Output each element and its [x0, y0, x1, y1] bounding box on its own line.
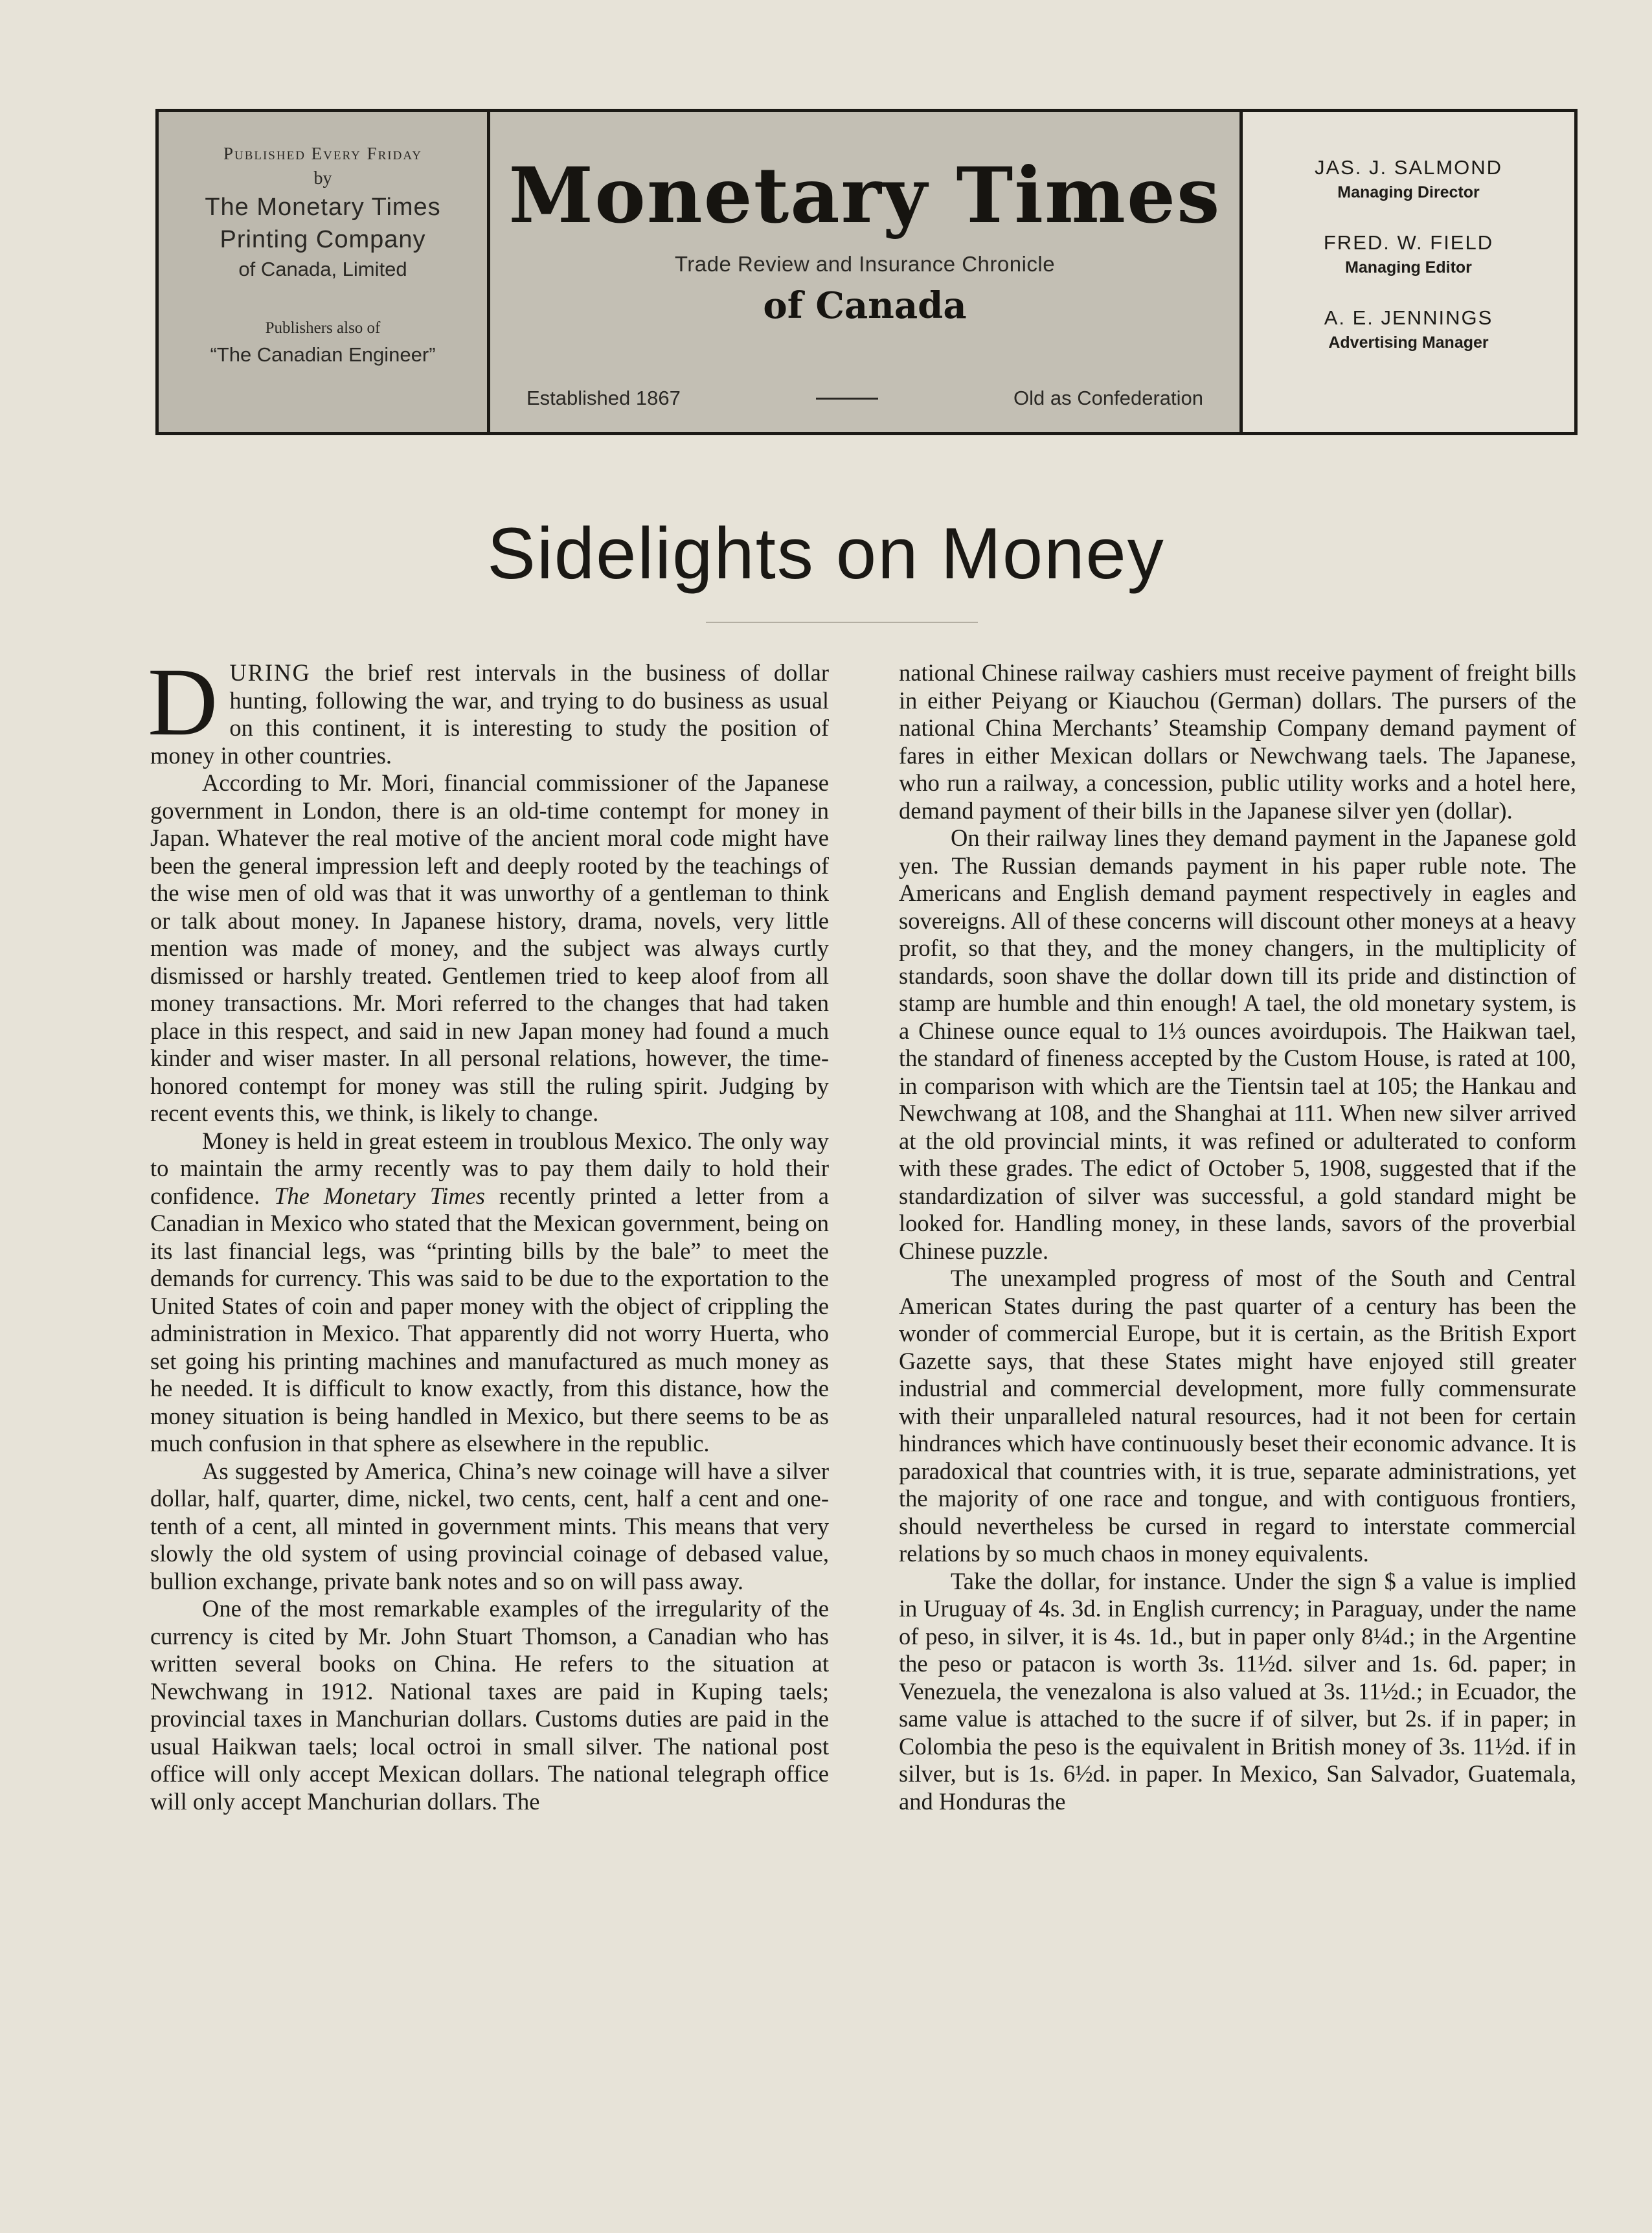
- old-as-confederation: Old as Confederation: [1013, 387, 1203, 409]
- masthead: [155, 109, 1578, 435]
- masthead-title-panel: [490, 112, 1243, 432]
- staff-role: Managing Editor: [1345, 258, 1472, 277]
- opening-caps: URING: [229, 659, 311, 686]
- paragraph: As suggested by America, China’s new coinage will have a silver dollar, half, quarter, dime, nickel, two cents, cent, half a cent and one-tenth of a cent, all minted in government mints. This means that very slowly the old system of using provincial coinage of debased value, bullion exchange, private bank notes and so on will pass away.: [150, 1457, 829, 1594]
- staff-name: A. E. JENNINGS: [1324, 306, 1493, 329]
- article-column-right: [899, 659, 1576, 1815]
- paragraph-text: Money is held in great esteem in troublous Mexico. The only way to maintain the army recently was to pay them daily to hold their confidence.: [150, 1127, 829, 1209]
- staff-name: JAS. J. SALMOND: [1314, 156, 1503, 179]
- paragraph: One of the most remarkable examples of the irregularity of the currency is cited by Mr. John Stuart Thomson, a Canadian who has written several books on China. He refers to the situation at Newchwang in 1912. National taxes are paid in Kuping taels; provincial taxes in Manchurian dollars. Customs duties are paid in the usual Haikwan taels; local octroi in small silver. The national post office will only accept Mexican dollars. The national telegraph office will only accept Manchurian dollars. The: [150, 1595, 829, 1815]
- masthead-dash: [816, 398, 878, 400]
- newspaper-subtitle: Trade Review and Insurance Chronicle: [674, 252, 1056, 276]
- paragraph: According to Mr. Mori, financial commissioner of the Japanese government in London, there is an old-time contempt for money in Japan. Whatever the real motive of the ancient moral code might have been the general impression left and deeply rooted by the teachings of the wise men of old was that it was unworthy of a gentleman to think or talk about money. In Japanese history, drama, novels, very little mention was made of money, and the subject was always curtly dismissed or harshly treated. Gentlemen tried to keep aloof from all money transactions. Mr. Mori referred to the changes that had taken place in this respect, and said in new Japan money had found a much kinder and wiser master. In all personal relations, however, the time-honored contempt for money was still the ruling spirit. Judging by recent events this, we think, is likely to change.: [150, 769, 829, 1126]
- established-date: Established 1867: [526, 387, 681, 409]
- newspaper-title: Monetary Times: [508, 150, 1221, 240]
- paragraph: [150, 1128, 829, 1458]
- paragraph-text: the brief rest intervals in the business of dollar hunting, following the war, and trying to do business as usual on this continent, it is interesting to study the position of money in other countries.: [150, 659, 829, 769]
- masthead-staff-panel: [1243, 112, 1574, 432]
- paragraph: The unexampled progress of most of the South and Central American States during the past quarter of a century has been the wonder of commercial Europe, but it is certain, as the British Export Gazette says, that these States might have enjoyed still greater industrial and commercial development, more fully commensurate with their unparalleled natural resources, had it not been for certain hindrances which have continuously beset their economic advance. It is paradoxical that countries with, it is true, separate administrations, yet the majority of one race and tongue, and with contiguous frontiers, should nevertheless be cursed in regard to interstate commercial relations by so much chaos in money equivalents.: [899, 1265, 1576, 1567]
- company-name-line3: of Canada, Limited: [238, 258, 407, 280]
- publication-name: The Monetary Times: [274, 1182, 485, 1209]
- staff-role: Advertising Manager: [1328, 334, 1489, 352]
- paragraph: [148, 648, 829, 769]
- published-every-friday: Published Every Friday: [223, 144, 423, 163]
- company-name-line1: The Monetary Times: [205, 194, 441, 221]
- paragraph-text: recently printed a letter from a Canadian in Mexico who stated that the Mexican government, being on its last financial legs, was “printing bills by the bale” to meet the demands for currency. This was said to be due to the exportation to the United States of coin and paper money with the object of crippling the administration in Mexico. That apparently did not worry Huerta, who set going his printing machines and manufactured as much money as he needed. It is difficult to know exactly, from this distance, how the money situation is being handled in Mexico, but there seems to be as much confusion in that sphere as elsewhere in the republic.: [150, 1182, 829, 1457]
- staff-role: Managing Director: [1337, 183, 1480, 201]
- paragraph: national Chinese railway cashiers must receive payment of freight bills in either Peiyang or Kiauchou (German) dollars. The pursers of the national China Merchants’ Steamship Company demand payment of fares in either Mexican dollars or Newchwang taels. The Japanese, who run a railway, a concession, public utility works and a hotel here, demand payment of their bills in the Japanese silver yen (dollar).: [899, 659, 1576, 824]
- headline-rule: [706, 622, 978, 623]
- by-label: by: [313, 168, 332, 188]
- paragraph: On their railway lines they demand payment in the Japanese gold yen. The Russian demands payment in his paper ruble note. The Americans and English demand payment respectively in eagles and sovereigns. All of these concerns will discount other moneys at a heavy profit, so that they, and the money changers, in the multiplicity of standards, soon shave the dollar down till its pride and distinction of stamp are humble and thin enough! A tael, the old monetary system, is a Chinese ounce equal to 1⅓ ounces avoirdupois. The Haikwan tael, the standard of fineness accepted by the Custom House, is rated at 100, in comparison with which are the Tientsin tael at 105; the Hankau and Newchwang at 108, and the Shanghai at 111. When new silver arrived at the old provincial mints, it was refined or adulterated to conform with these grades. The edict of October 5, 1908, suggested that if the standardization of silver was successful, a gold standard might be looked for. Handling money, in these lands, savors of the proverbial Chinese puzzle.: [899, 824, 1576, 1264]
- company-name-line2: Printing Company: [220, 226, 426, 253]
- drop-cap: D: [148, 648, 218, 756]
- of-canada: of Canada: [763, 284, 967, 327]
- article-headline: Sidelights on Money: [487, 513, 1165, 594]
- masthead-footer: [526, 387, 1203, 410]
- article-column-left: [148, 648, 829, 1815]
- staff-name: FRED. W. FIELD: [1323, 231, 1494, 254]
- paragraph: Take the dollar, for instance. Under the sign $ a value is implied in Uruguay of 4s. 3d. in English currency; in Paraguay, under the name of peso, in silver, it is 4s. 1d., but in paper only 8¼d.; in the Argentine the peso or patacon is worth 3s. 11½d. silver and 1s. 6d. paper; in Venezuela, the venezalona is also valued at 3s. 11½d.; in Ecuador, the same value is attached to the sucre if of silver, but 2s. if in paper; in Colombia the peso is the equivalent in British money of 3s. 11½d. if in silver, but is 1s. 6½d. in paper. In Mexico, San Salvador, Guatemala, and Honduras the: [899, 1567, 1576, 1815]
- publishers-also-label: Publishers also of: [265, 319, 381, 337]
- canadian-engineer-title: “The Canadian Engineer”: [210, 343, 436, 366]
- masthead-publisher-panel: [159, 112, 490, 432]
